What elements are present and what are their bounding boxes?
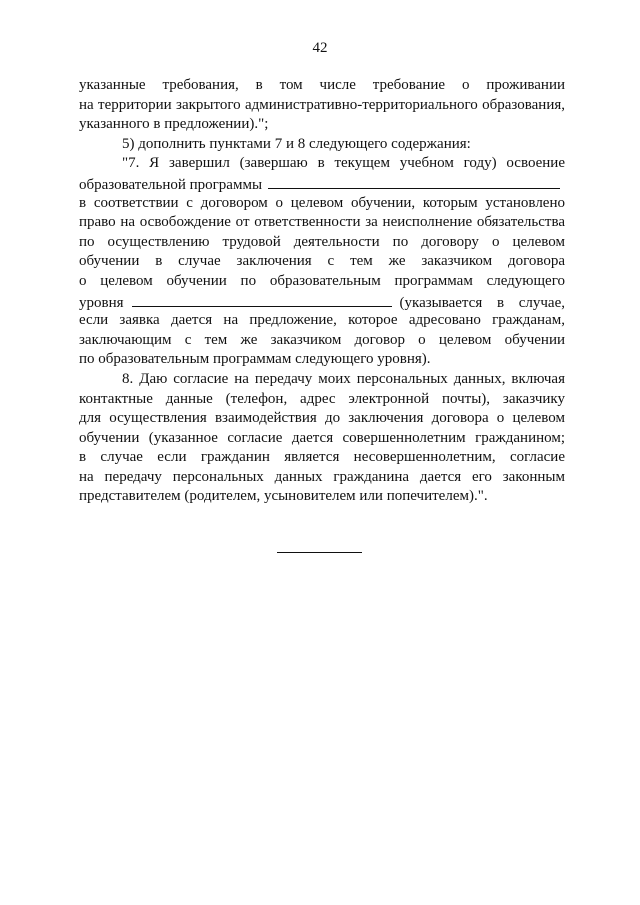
text-line: 5) дополнить пунктами 7 и 8 следующего содержания: [122,135,471,152]
text-line: на передачу персональных данных гражданина дается его законным [79,468,565,485]
text-line: если заявка дается на предложение, которое адресовано гражданам, [79,312,565,329]
text-line-with-blank [79,174,565,194]
text-line: указанного в предложении)."; [79,116,269,133]
text-line: 8. Даю согласие на передачу моих персональных данных, включая [122,370,565,387]
text-line: обучении в случае заключения с тем же заказчиком договора [79,253,565,270]
end-divider [277,552,362,553]
text-line: "7. Я завершил (завершаю в текущем учебном году) освоение [122,155,565,172]
text-line-with-blank [79,292,565,312]
text-line: заключающим с тем же заказчиком договор о целевом обучении [79,331,565,348]
text-line: в случае если гражданин является несовершеннолетним, согласие [79,449,565,466]
fill-in-blank [268,174,560,189]
text-line: представителем (родителем, усыновителем или попечителем).". [79,488,488,505]
text-line: по осуществлению трудовой деятельности по договору о целевом [79,233,565,250]
text-line: контактные данные (телефон, адрес электронной почты), заказчику [79,390,565,407]
text-line: о целевом обучении по образовательным программам следующего [79,272,565,289]
text-segment: уровня [79,294,124,311]
page-number: 42 [312,40,328,56]
text-segment: образовательной программы [79,176,263,193]
text-line: обучении (указанное согласие дается совершеннолетним гражданином; [79,429,565,446]
fill-in-blank [132,292,392,307]
document-body [79,76,565,507]
text-segment: (указывается в случае, [399,294,565,311]
text-line: право на освобождение от ответственности за неисполнение обязательства [79,214,565,231]
text-line: указанные требования, в том числе требование о проживании [79,77,565,93]
text-line: для осуществления взаимодействия до заключения договора о целевом [79,410,565,427]
text-line: в соответствии с договором о целевом обучении, которым установлено [79,194,565,211]
text-line: на территории закрытого административно-территориального образования, [79,96,565,113]
text-line: по образовательным программам следующего уровня). [79,351,431,368]
